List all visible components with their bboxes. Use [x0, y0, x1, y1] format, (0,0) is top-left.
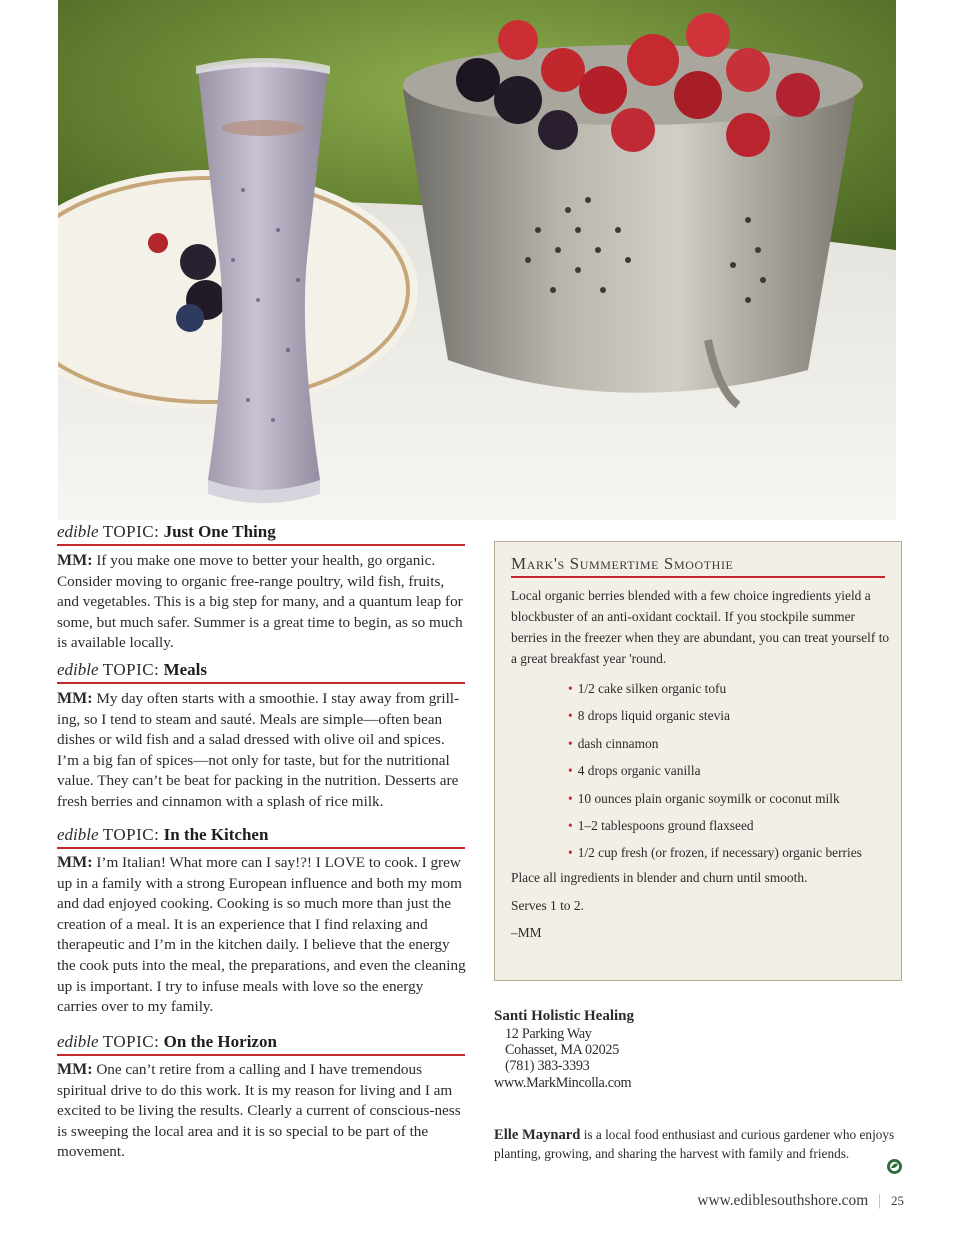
topic-subject: In the Kitchen [163, 825, 269, 844]
topic-heading-in-the-kitchen [57, 823, 465, 849]
topic-paragraph [57, 1060, 467, 1163]
paragraph-text: One can’t retire from a calling and I have tremendous spiritual drive to do this work. It is my reason for living and I am excited to be living the results. Clearly a current of conscious-ness is sweeping the local area and it is so special to be part of the movement. [57, 1061, 461, 1161]
edible-label: edible [57, 1032, 99, 1051]
paragraph-text: I’m Italian! What more can I say!?! I LOVE to cook. I grew up in a family with a strong European influence and both my mom and dad enjoyed cooking. Cooking is so much more than just the creation of a meal. It is an experience that I find relaxing and therapeutic and I’m in the kitchen daily. I believe that the energy the cook puts into the meal, the preparations, and even the cleaning up is important. I try to infuse meals with love so the energy carries over to my family. [57, 854, 466, 1016]
contact-phone: (781) 383-3393 [505, 1058, 590, 1074]
bullet-icon: • [568, 763, 573, 779]
author-name: Elle Maynard [494, 1127, 581, 1143]
recipe-title: Mark's Summertime Smoothie [511, 550, 885, 578]
bullet-icon: • [568, 818, 573, 834]
paragraph-text: If you make one move to better your health, go organic. Consider moving to organic free-range poultry, wild fish, fruits, and vegetables. This is a big step for many, and a quantum leap for some, but much safer. Summer is a great time to begin, as so much is available locally. [57, 552, 463, 652]
recipe-intro: Local organic berries blended with a few choice ingredients yield a blockbuster of an anti-oxidant cocktail. If you stockpile summer berries in the freezer when they are abundant, you can treat yourself to a great breakfast year 'round. [511, 588, 890, 666]
speaker-label: MM: [57, 854, 93, 871]
footer-website-link[interactable]: www.ediblesouthshore.com [697, 1192, 869, 1209]
topic-paragraph [57, 551, 467, 654]
paragraph-text: My day often starts with a smoothie. I stay away from grill-ing, so I tend to steam and sauté. Meals are simple—often bean dishes or wild fish and a salad dressed with olive oil and spices. I’m a big fan of spices—not only for taste, but for the nutritional value. They can’t be beat for packing in the nutrition. Desserts are fresh berries and cinnamon with a splash of rice milk. [57, 690, 460, 810]
bullet-icon: • [568, 681, 573, 696]
speaker-label: MM: [57, 552, 93, 569]
bullet-icon: • [568, 708, 573, 724]
topic-heading-on-the-horizon [57, 1030, 465, 1056]
ingredient-item: • 1–2 tablespoons ground flaxseed [568, 818, 754, 834]
ingredient-item: • 8 drops liquid organic stevia [568, 708, 730, 724]
recipe-serves: Serves 1 to 2. [511, 898, 584, 913]
bullet-icon: • [568, 790, 573, 806]
topic-subject: On the Horizon [163, 1032, 277, 1051]
edible-label: edible [57, 522, 99, 541]
topic-heading-just-one-thing [57, 520, 465, 546]
page-footer [697, 1192, 904, 1210]
bullet-icon: • [568, 845, 573, 861]
topic-label: TOPIC: [102, 522, 160, 541]
ingredient-list [568, 675, 888, 867]
topic-subject: Meals [163, 660, 208, 679]
recipe-box [494, 541, 902, 981]
contact-address-line1: 12 Parking Way [505, 1026, 592, 1042]
bullet-icon: • [568, 735, 573, 751]
topic-label: TOPIC: [102, 660, 160, 679]
ingredient-item: • 10 ounces plain organic soymilk or coconut milk [568, 790, 840, 806]
photo-illustration [58, 0, 896, 520]
end-mark-icon [886, 1158, 903, 1175]
recipe-instructions: Place all ingredients in blender and churn until smooth. [511, 870, 808, 885]
author-bio-text: is a local food enthusiast and curious gardener who enjoys planting, growing, and sharing the harvest with family and friends. [494, 1127, 895, 1161]
recipe-signature: –MM [511, 925, 542, 940]
contact-website-link[interactable]: www.MarkMincolla.com [494, 1075, 632, 1091]
footer-separator: | [878, 1192, 882, 1209]
speaker-label: MM: [57, 690, 93, 707]
contact-address-line2: Cohasset, MA 02025 [505, 1042, 620, 1058]
topic-label: TOPIC: [102, 825, 160, 844]
edible-label: edible [57, 660, 99, 679]
edible-label: edible [57, 825, 99, 844]
topic-subject: Just One Thing [163, 522, 276, 541]
contact-name: Santi Holistic Healing [494, 1008, 635, 1024]
topic-label: TOPIC: [102, 1032, 160, 1051]
speaker-label: MM: [57, 1061, 93, 1078]
ingredient-item: • 1/2 cake silken organic tofu [568, 681, 727, 696]
topic-heading-meals [57, 658, 465, 684]
smoothie-photo [58, 0, 896, 520]
ingredient-item: • 4 drops organic vanilla [568, 763, 701, 779]
topic-paragraph [57, 689, 467, 813]
topic-paragraph [57, 853, 467, 1018]
ingredient-item: • dash cinnamon [568, 735, 659, 751]
ingredient-item: • 1/2 cup fresh (or frozen, if necessary) organic berries [568, 845, 862, 861]
page-number: 25 [891, 1193, 904, 1208]
author-bio [494, 1126, 914, 1162]
